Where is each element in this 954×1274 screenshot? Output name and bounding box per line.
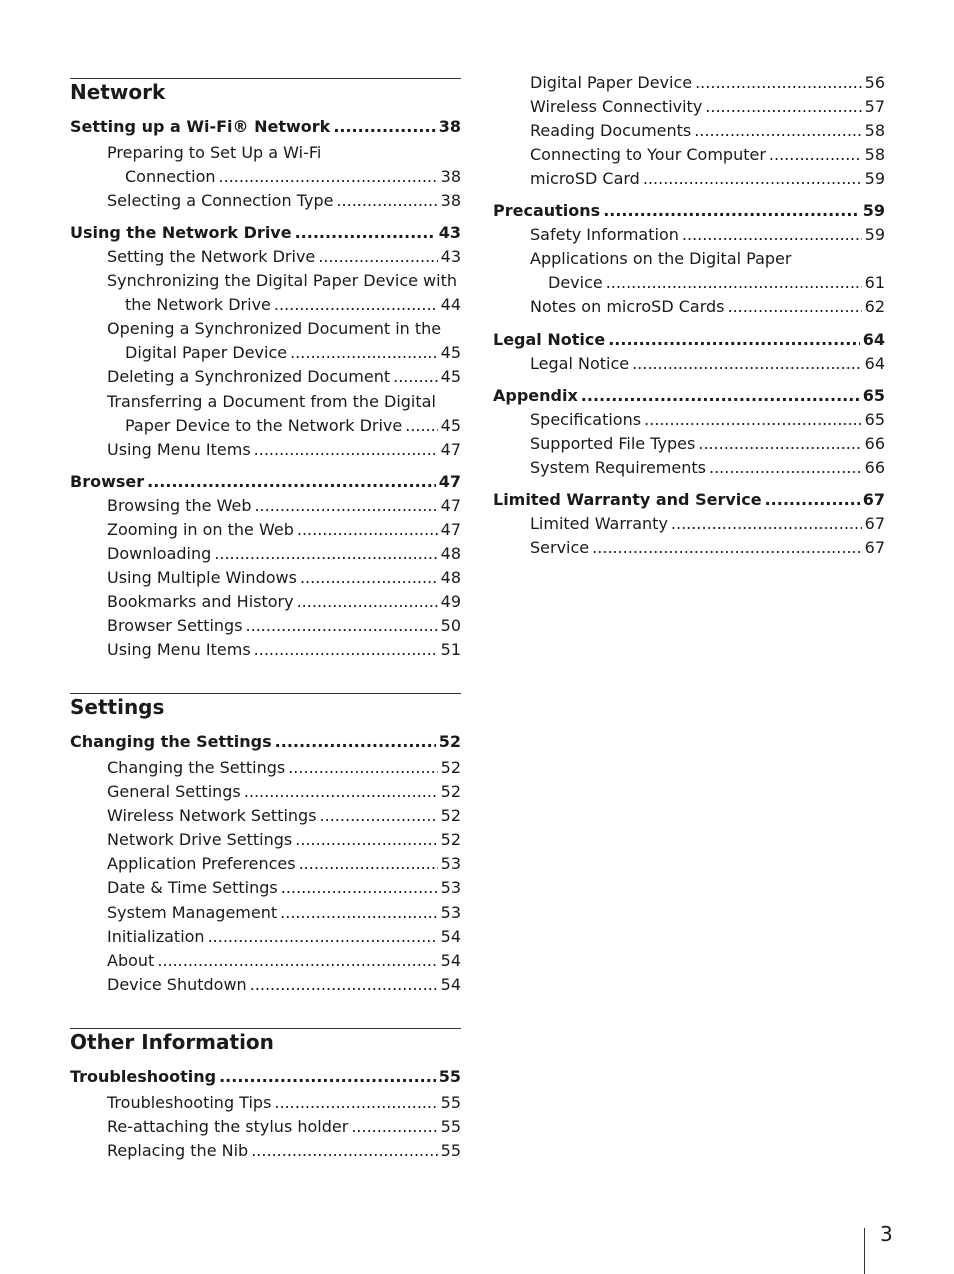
toc-entry-text: Appendix [493, 386, 578, 405]
section-divider [70, 693, 461, 694]
toc-entry[interactable] [107, 366, 461, 388]
toc-entry-text: Bookmarks and History [107, 592, 294, 611]
toc-entry-text: Limited Warranty [530, 514, 668, 533]
section-title-settings: Settings [70, 695, 165, 719]
toc-entry-page: 54 [440, 951, 461, 970]
toc-entry[interactable] [107, 615, 461, 637]
toc-entry-text: Transferring a Document from the Digital [107, 392, 436, 411]
toc-entry-text: Using Multiple Windows [107, 568, 297, 587]
toc-entry-text: Troubleshooting Tips [107, 1093, 272, 1112]
toc-entry[interactable] [107, 591, 461, 613]
toc-entry-page: 65 [864, 410, 885, 429]
toc-entry[interactable] [107, 318, 441, 340]
toc-entry[interactable] [107, 781, 461, 803]
toc-entry[interactable] [107, 926, 461, 948]
toc-entry-page: 45 [440, 416, 461, 435]
toc-entry-page: 55 [440, 1141, 461, 1160]
toc-entry[interactable] [107, 639, 461, 661]
toc-entry[interactable] [107, 1140, 461, 1162]
toc-entry-page: 58 [864, 121, 885, 140]
toc-entry[interactable] [70, 731, 461, 753]
toc-entry-text: Using Menu Items [107, 640, 251, 659]
toc-entry-page: 64 [864, 354, 885, 373]
toc-entry[interactable] [530, 224, 885, 246]
toc-entry-page: 67 [864, 538, 885, 557]
toc-entry-page: 55 [440, 1093, 461, 1112]
toc-entry-page: 53 [440, 903, 461, 922]
toc-entry-text: the Network Drive [125, 295, 271, 314]
toc-entry-page: 64 [862, 330, 885, 349]
toc-entry[interactable] [107, 519, 461, 541]
toc-entry[interactable] [548, 272, 885, 294]
toc-entry-text: Device Shutdown [107, 975, 247, 994]
toc-entry-page: 38 [440, 191, 461, 210]
page-number: 3 [880, 1222, 893, 1246]
toc-entry-text: Using Menu Items [107, 440, 251, 459]
toc-entry-text: Zooming in on the Web [107, 520, 294, 539]
toc-entry-text: Notes on microSD Cards [530, 297, 725, 316]
toc-entry-text: Connecting to Your Computer [530, 145, 766, 164]
toc-entry-page: 65 [862, 386, 885, 405]
toc-entry[interactable] [70, 1066, 461, 1088]
toc-entry-text: Digital Paper Device [530, 73, 693, 92]
toc-entry[interactable] [530, 353, 885, 375]
toc-entry-text: Re-attaching the stylus holder [107, 1117, 349, 1136]
toc-entry-page: 55 [438, 1067, 461, 1086]
toc-entry-page: 52 [438, 732, 461, 751]
toc-entry-page: 66 [864, 434, 885, 453]
toc-entry[interactable] [107, 391, 436, 413]
toc-entry[interactable] [107, 495, 461, 517]
toc-entry[interactable] [107, 805, 461, 827]
toc-entry-text: About [107, 951, 155, 970]
toc-entry[interactable] [107, 246, 461, 268]
toc-entry[interactable] [107, 853, 461, 875]
toc-entry[interactable] [125, 294, 461, 316]
toc-entry[interactable] [107, 1116, 461, 1138]
toc-entry-page: 67 [862, 490, 885, 509]
toc-entry-page: 43 [440, 247, 461, 266]
toc-entry-text: Selecting a Connection Type [107, 191, 334, 210]
toc-entry-text: Preparing to Set Up a Wi-Fi [107, 143, 322, 162]
toc-entry[interactable] [107, 142, 321, 164]
toc-entry-text: microSD Card [530, 169, 640, 188]
toc-entry-text: Application Preferences [107, 854, 296, 873]
toc-entry-text: Limited Warranty and Service [493, 490, 762, 509]
toc-entry-text: General Settings [107, 782, 241, 801]
toc-entry[interactable] [493, 329, 885, 351]
section-title-other-information: Other Information [70, 1030, 274, 1054]
toc-entry-page: 53 [440, 854, 461, 873]
toc-entry-text: Date & Time Settings [107, 878, 278, 897]
toc-entry[interactable] [530, 457, 885, 479]
toc-entry-text: Service [530, 538, 590, 557]
toc-entry[interactable] [493, 200, 885, 222]
toc-entry[interactable] [107, 1092, 461, 1114]
toc-entry-page: 38 [438, 117, 461, 136]
toc-entry-page: 54 [440, 927, 461, 946]
toc-entry-text: Wireless Network Settings [107, 806, 317, 825]
toc-entry[interactable] [125, 166, 461, 188]
toc-entry[interactable] [530, 120, 885, 142]
toc-entry-page: 54 [440, 975, 461, 994]
toc-entry-page: 47 [440, 496, 461, 515]
toc-entry[interactable] [493, 489, 885, 511]
toc-entry-text: Legal Notice [493, 330, 606, 349]
toc-entry-page: 49 [440, 592, 461, 611]
toc-entry-page: 58 [864, 145, 885, 164]
toc-entry[interactable] [107, 877, 461, 899]
toc-entry-text: Digital Paper Device [125, 343, 288, 362]
toc-entry[interactable] [530, 168, 885, 190]
toc-entry-page: 53 [440, 878, 461, 897]
toc-entry[interactable] [530, 409, 885, 431]
toc-entry-text: Changing the Settings [107, 758, 286, 777]
toc-entry-page: 50 [440, 616, 461, 635]
toc-entry[interactable] [70, 471, 461, 493]
toc-entry-page: 47 [440, 520, 461, 539]
toc-entry[interactable] [107, 950, 461, 972]
toc-entry-page: 48 [440, 544, 461, 563]
toc-entry-text: Legal Notice [530, 354, 630, 373]
toc-entry-text: Deleting a Synchronized Document [107, 367, 391, 386]
toc-entry-text: Wireless Connectivity [530, 97, 703, 116]
toc-entry[interactable] [107, 757, 461, 779]
toc-entry-text: Setting the Network Drive [107, 247, 316, 266]
toc-entry[interactable] [530, 537, 885, 559]
toc-entry[interactable] [107, 270, 457, 292]
toc-entry-text: Supported File Types [530, 434, 696, 453]
toc-entry[interactable] [125, 415, 461, 437]
toc-entry-text: Browser Settings [107, 616, 243, 635]
toc-entry-page: 52 [440, 782, 461, 801]
toc-entry-text: Opening a Synchronized Document in the [107, 319, 442, 338]
toc-entry[interactable] [107, 829, 461, 851]
toc-entry-page: 66 [864, 458, 885, 477]
toc-entry-text: Changing the Settings [70, 732, 272, 751]
toc-entry-text: Specifications [530, 410, 642, 429]
toc-entry-text: Synchronizing the Digital Paper Device with [107, 271, 457, 290]
toc-entry-page: 47 [440, 440, 461, 459]
toc-entry-page: 55 [440, 1117, 461, 1136]
toc-entry[interactable] [530, 513, 885, 535]
toc-entry-text: Safety Information [530, 225, 679, 244]
toc-entry[interactable] [107, 190, 461, 212]
section-divider [70, 1028, 461, 1029]
toc-entry[interactable] [107, 543, 461, 565]
toc-entry[interactable] [70, 222, 461, 244]
toc-entry-page: 59 [864, 225, 885, 244]
toc-entry-page: 52 [440, 806, 461, 825]
page-number-divider [864, 1228, 865, 1274]
toc-entry-text: Browser [70, 472, 145, 491]
toc-entry[interactable] [493, 385, 885, 407]
toc-entry[interactable] [530, 96, 885, 118]
toc-entry-text: Initialization [107, 927, 205, 946]
toc-entry-page: 47 [438, 472, 461, 491]
toc-entry-page: 56 [864, 73, 885, 92]
toc-entry-page: 59 [864, 169, 885, 188]
toc-entry-text: System Management [107, 903, 278, 922]
toc-entry-text: Reading Documents [530, 121, 692, 140]
toc-entry[interactable] [107, 439, 461, 461]
toc-entry-page: 52 [440, 758, 461, 777]
toc-entry-page: 44 [440, 295, 461, 314]
toc-entry[interactable] [107, 902, 461, 924]
toc-entry[interactable] [107, 974, 461, 996]
toc-entry-page: 43 [438, 223, 461, 242]
section-divider [70, 78, 461, 79]
toc-entry-text: Using the Network Drive [70, 223, 292, 242]
toc-entry-text: System Requirements [530, 458, 706, 477]
toc-entry-page: 62 [864, 297, 885, 316]
toc-entry[interactable] [530, 433, 885, 455]
toc-entry-page: 51 [440, 640, 461, 659]
toc-entry[interactable] [530, 144, 885, 166]
toc-entry-page: 59 [862, 201, 885, 220]
toc-entry-text: Precautions [493, 201, 601, 220]
toc-entry-text: Network Drive Settings [107, 830, 293, 849]
toc-entry-text: Browsing the Web [107, 496, 252, 515]
toc-entry-text: Connection [125, 167, 216, 186]
toc-entry-page: 48 [440, 568, 461, 587]
toc-entry-page: 38 [440, 167, 461, 186]
toc-entry[interactable] [530, 296, 885, 318]
toc-entry-page: 52 [440, 830, 461, 849]
toc-entry-page: 57 [864, 97, 885, 116]
toc-entry-text: Setting up a Wi-Fi® Network [70, 117, 331, 136]
toc-entry[interactable] [125, 342, 461, 364]
toc-entry[interactable] [530, 72, 885, 94]
toc-entry[interactable] [107, 567, 461, 589]
toc-entry-text: Paper Device to the Network Drive [125, 416, 403, 435]
toc-entry-text: Device [548, 273, 603, 292]
toc-entry[interactable] [70, 116, 461, 138]
toc-entry-page: 61 [864, 273, 885, 292]
toc-entry-text: Applications on the Digital Paper [530, 249, 792, 268]
toc-entry-page: 45 [440, 367, 461, 386]
section-title-network: Network [70, 80, 166, 104]
toc-entry-text: Downloading [107, 544, 212, 563]
toc-entry-text: Troubleshooting [70, 1067, 217, 1086]
toc-entry-page: 45 [440, 343, 461, 362]
toc-entry[interactable] [530, 248, 791, 270]
toc-entry-text: Replacing the Nib [107, 1141, 249, 1160]
toc-entry-page: 67 [864, 514, 885, 533]
